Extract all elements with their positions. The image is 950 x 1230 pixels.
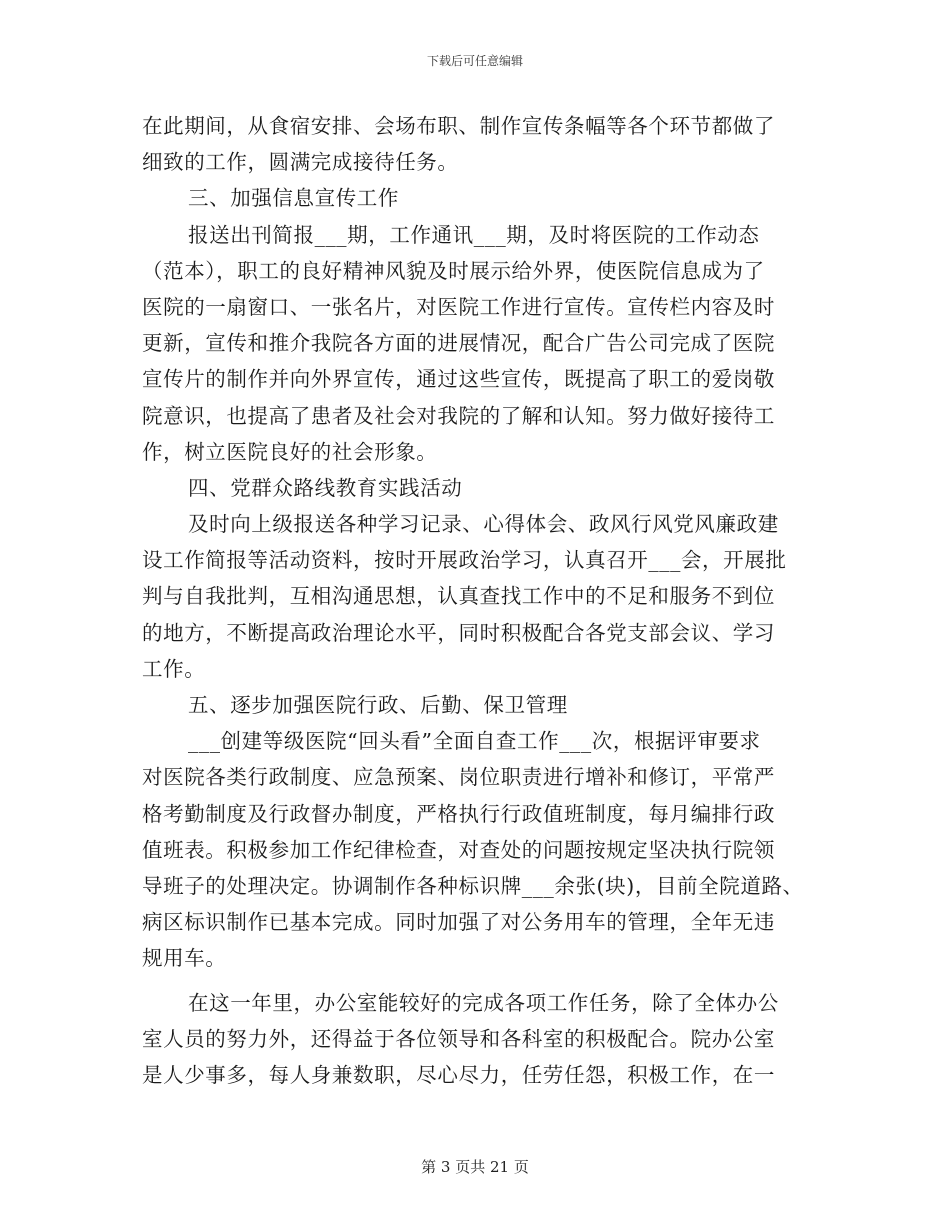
paragraph-line: 作，树立医院良好的社会形象。 [142, 439, 438, 464]
paragraph-line: 更新，宣传和推介我院各方面的进展情况，配合广告公司完成了医院 [142, 331, 775, 356]
paragraph-line: 及时向上级报送各种学习记录、心得体会、政风行风党风廉政建 [188, 512, 779, 537]
paragraph-line: ___创建等级医院“回头看”全面自查工作___次，根据评审要求 [188, 729, 761, 754]
paragraph-line: 的地方，不断提高政治理论水平，同时积极配合各党支部会议、学习 [142, 620, 775, 645]
paragraph-line: 在此期间，从食宿安排、会场布职、制作宣传条幅等各个环节都做了 [142, 114, 775, 138]
paragraph-line: 院意识，也提高了患者及社会对我院的了解和认知。努力做好接待工 [142, 403, 775, 428]
paragraph-line: （范本），职工的良好精神风貌及时展示给外界，使医院信息成为了 [142, 258, 765, 283]
page-header: 下载后可任意编辑 [426, 54, 523, 68]
section-heading: 四、党群众路线教育实践活动 [188, 475, 463, 500]
document-body [142, 108, 817, 1093]
paragraph-line: 判与自我批判，互相沟通思想，认真查找工作中的不足和服务不到位 [142, 584, 775, 609]
paragraph-line: 导班子的处理决定。协调制作各种标识牌___余张(块)，目前全院道路、 [142, 873, 804, 898]
paragraph-spacer [142, 977, 817, 985]
page-footer: 第 3 页共 21 页 [421, 1158, 529, 1176]
paragraph-line: 值班表。积极参加工作纪律检查，对查处的问题按规定坚决执行院领 [142, 837, 775, 862]
paragraph-line: 医院的一扇窗口、一张名片，对医院工作进行宣传。宣传栏内容及时 [142, 294, 775, 319]
paragraph-line: 宣传片的制作并向外界宣传，通过这些宣传，既提高了职工的爱岗敬 [142, 367, 775, 392]
paragraph-line: 格考勤制度及行政督办制度，严格执行行政值班制度，每月编排行政 [142, 801, 775, 826]
section-heading: 三、加强信息宣传工作 [188, 186, 399, 211]
paragraph-line: 设工作简报等活动资料，按时开展政治学习，认真召开___会，开展批 [142, 548, 787, 573]
paragraph-line: 细致的工作，圆满完成接待任务。 [142, 150, 459, 175]
paragraph-line: 报送出刊简报___期，工作通讯___期，及时将医院的工作动态 [188, 222, 760, 247]
paragraph-line: 是人少事多，每人身兼数职，尽心尽力，任劳任怨，积极工作，在一 [142, 1062, 775, 1087]
paragraph-line: 工作。 [142, 656, 206, 681]
section-heading: 五、逐步加强医院行政、后勤、保卫管理 [188, 693, 568, 717]
paragraph-line: 室人员的努力外，还得益于各位领导和各科室的积极配合。院办公室 [142, 1026, 775, 1051]
paragraph-line: 病区标识制作已基本完成。同时加强了对公务用车的管理，全年无违 [142, 910, 775, 935]
paragraph-line: 在这一年里，办公室能较好的完成各项工作任务，除了全体办公 [188, 990, 779, 1015]
paragraph-line: 规用车。 [142, 946, 227, 971]
paragraph-line: 对医院各类行政制度、应急预案、岗位职责进行增补和修订，平常严 [142, 765, 775, 790]
